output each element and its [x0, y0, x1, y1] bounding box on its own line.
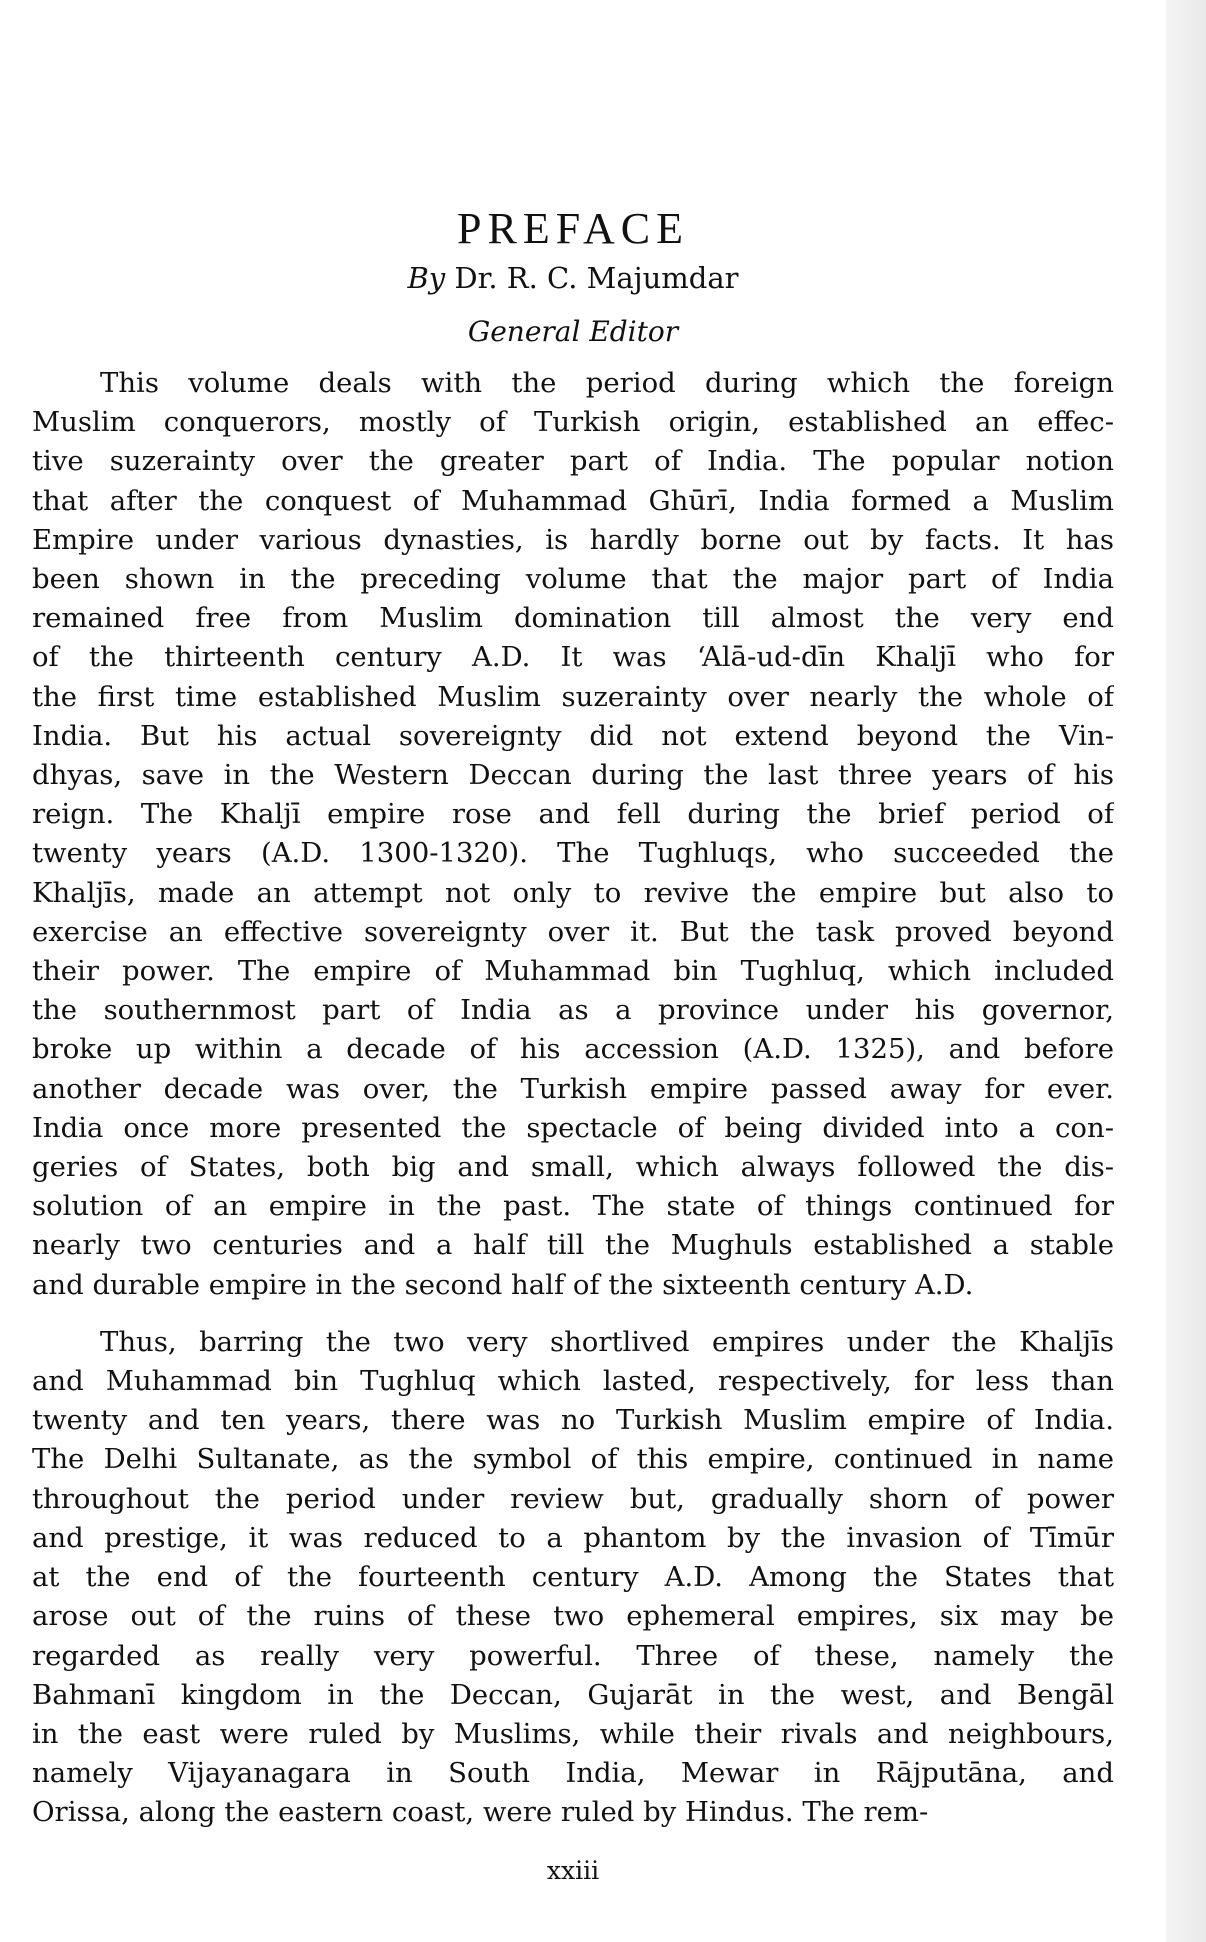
text-line: geries of States, both big and small, which always followed the dis- — [32, 1151, 1114, 1184]
text-line: remained free from Muslim domination till almost the very end — [32, 602, 1114, 635]
text-line: Muslim conquerors, mostly of Turkish origin, established an effec- — [32, 406, 1114, 439]
byline-by: By — [407, 261, 446, 295]
body-text — [32, 364, 1114, 1833]
text-line: reign. The Khaljī empire rose and fell during the brief period of — [32, 798, 1114, 831]
book-page — [32, 0, 1114, 1942]
text-line: and Muhammad bin Tughluq which lasted, respectively, for less than — [32, 1365, 1114, 1398]
page-edge-shadow — [1166, 0, 1206, 1942]
page-title: PREFACE — [457, 204, 689, 253]
byline — [32, 260, 1114, 296]
text-line: Orissa, along the eastern coast, were ruled by Hindus. The rem- — [32, 1796, 929, 1829]
text-line: India. But his actual sovereignty did not extend beyond the Vin- — [32, 719, 1114, 752]
text-line: solution of an empire in the past. The state of things continued for — [32, 1190, 1114, 1223]
text-line: namely Vijayanagara in South India, Mewar in Rājputāna, and — [32, 1757, 1114, 1790]
text-line: Bahmanī kingdom in the Deccan, Gujarāt in the west, and Bengāl — [32, 1678, 1114, 1711]
text-line: the first time established Muslim suzerainty over nearly the whole of — [32, 680, 1114, 713]
text-line: been shown in the preceding volume that the major part of India — [32, 563, 1114, 596]
text-line: Khaljīs, made an attempt not only to revive the empire but also to — [32, 876, 1114, 909]
text-line: another decade was over, the Turkish empire passed away for ever. — [32, 1072, 1114, 1105]
author-name: Dr. R. C. Majumdar — [454, 261, 739, 295]
paragraph-1 — [32, 364, 1114, 1305]
text-line: Empire under various dynasties, is hardly borne out by facts. It has — [32, 523, 1114, 556]
text-line: the southernmost part of India as a province under his governor, — [32, 994, 1114, 1027]
text-line: their power. The empire of Muhammad bin Tughluq, which included — [32, 955, 1114, 988]
text-line: arose out of the ruins of these two ephemeral empires, six may be — [32, 1600, 1114, 1633]
text-line: India once more presented the spectacle of being divided into a con- — [32, 1111, 1114, 1144]
text-line: The Delhi Sultanate, as the symbol of this empire, continued in name — [32, 1443, 1114, 1476]
text-line: Thus, barring the two very shortlived empires under the Khaljīs — [100, 1325, 1114, 1358]
text-line: dhyas, save in the Western Deccan during the last three years of his — [32, 759, 1114, 792]
text-line: throughout the period under review but, gradually shorn of power — [32, 1482, 1114, 1515]
text-line: and durable empire in the second half of the sixteenth century A.D. — [32, 1268, 974, 1301]
text-line: nearly two centuries and a half till the Mughuls established a stable — [32, 1229, 1114, 1262]
text-line: twenty and ten years, there was no Turkish Muslim empire of India. — [32, 1404, 1114, 1437]
text-line: and prestige, it was reduced to a phantom by the invasion of Tīmūr — [32, 1521, 1114, 1554]
text-line: that after the conquest of Muhammad Ghūrī, India formed a Muslim — [32, 484, 1114, 517]
text-line: at the end of the fourteenth century A.D. Among the States that — [32, 1561, 1114, 1594]
text-line: This volume deals with the period during which the foreign — [100, 367, 1114, 399]
text-line: broke up within a decade of his accession (A.D. 1325), and before — [32, 1033, 1114, 1066]
paragraph-2 — [32, 1323, 1114, 1833]
text-line: of the thirteenth century A.D. It was ‘Alā-ud-dīn Khaljī who for — [32, 641, 1114, 674]
text-line: twenty years (A.D. 1300-1320). The Tughluqs, who succeeded the — [32, 837, 1114, 870]
text-line: tive suzerainty over the greater part of India. The popular notion — [32, 445, 1114, 478]
text-line: regarded as really very powerful. Three of these, namely the — [32, 1639, 1114, 1672]
author-role: General Editor — [467, 315, 679, 348]
text-line: exercise an effective sovereignty over it. But the task proved beyond — [32, 915, 1114, 948]
page-number: xxiii — [546, 1856, 600, 1885]
text-line: in the east were ruled by Muslims, while their rivals and neighbours, — [32, 1717, 1114, 1750]
